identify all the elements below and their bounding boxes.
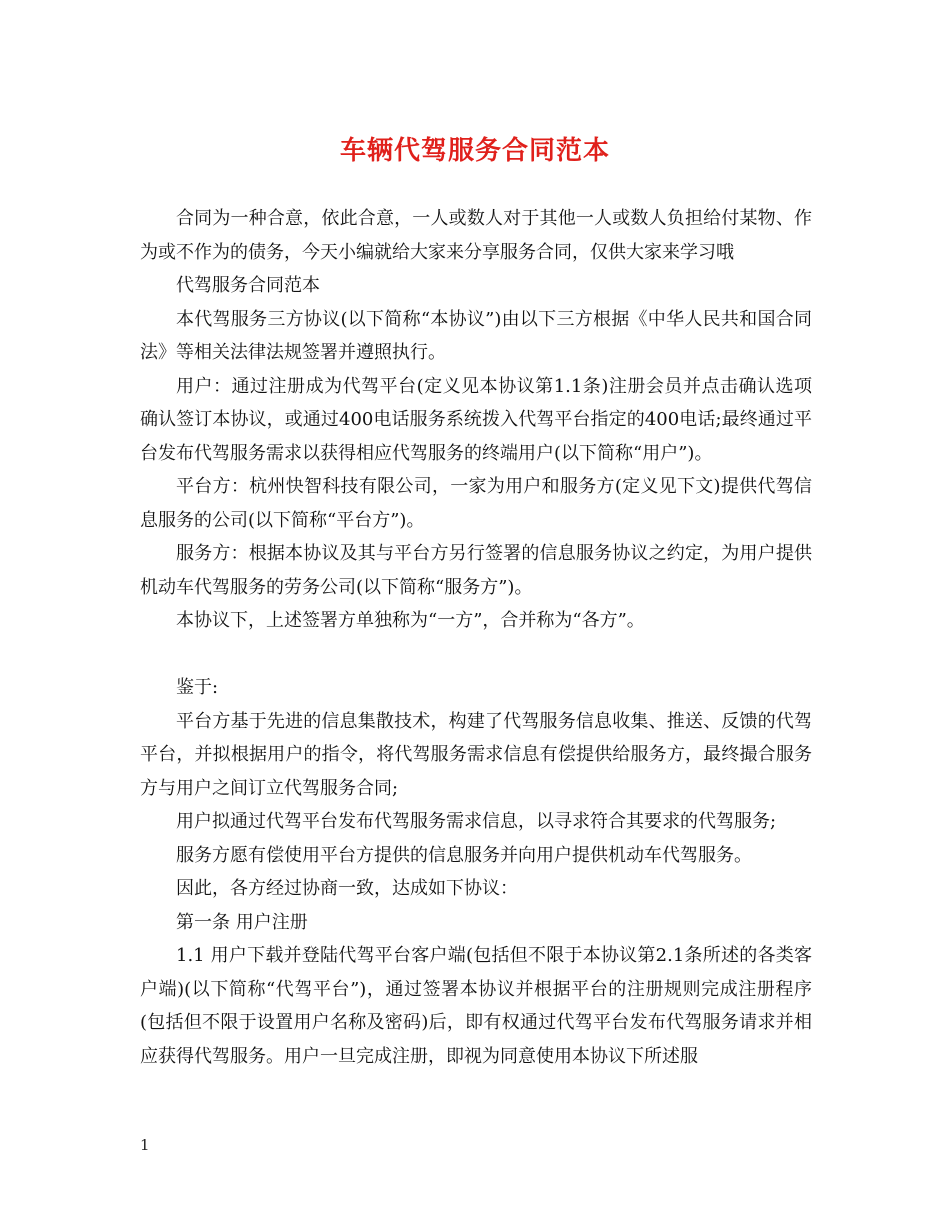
paragraph-user: 用户：通过注册成为代驾平台(定义见本协议第1.1条)注册会员并点击确认选项确认签订本协议，或通过400电话服务系统拨入代驾平台指定的400电话;最终通过平台发布代驾服务需求以获得相应代驾服务的终端用户(以下简称“用户”)。 — [140, 375, 812, 464]
paragraph-blank — [140, 638, 812, 672]
paragraph-service-provider: 服务方：根据本协议及其与平台方另行签署的信息服务协议之约定，为用户提供机动车代驾服务的劳务公司(以下简称“服务方”)。 — [140, 543, 812, 598]
page-number: 1 — [140, 1136, 150, 1154]
document-title: 车辆代驾服务合同范本 — [339, 136, 610, 166]
paragraph-whereas-provider: 服务方愿有偿使用平台方提供的信息服务并向用户提供机动车代驾服务。 — [176, 844, 752, 866]
clause-1-1: 1.1 用户下载并登陆代驾平台客户端(包括但不限于本协议第2.1条所述的各类客户端)(以下简称“代驾平台”)，通过签署本协议并根据平台的注册规则完成注册程序(包括但不限于设置用户名称及密码)后，即有权通过代驾平台发布代驾服务请求并相应获得代驾服务。用户一旦完成注册，即视为同意使用本协议下所述服 — [140, 945, 812, 1067]
paragraph-parties: 本协议下，上述签署方单独称为“一方”，合并称为“各方”。 — [176, 610, 645, 631]
paragraph-whereas-platform: 平台方基于先进的信息集散技术，构建了代驾服务信息收集、推送、反馈的代驾平台，并拟根据用户的指令，将代驾服务需求信息有偿提供给服务方，最终撮合服务方与用户之间订立代驾服务合同; — [140, 710, 812, 799]
paragraph-agreement: 本代驾服务三方协议(以下简称“本协议”)由以下三方根据《中华人民共和国合同法》等相关法律法规签署并遵照执行。 — [140, 308, 812, 363]
paragraph-platform: 平台方：杭州快智科技有限公司，一家为用户和服务方(定义见下文)提供代驾信息服务的公司(以下简称“平台方”)。 — [140, 476, 812, 531]
article-heading: 第一条 用户注册 — [176, 911, 308, 933]
paragraph-intro: 合同为一种合意，依此合意，一人或数人对于其他一人或数人负担给付某物、作为或不作为的债务，今天小编就给大家来分享服务合同，仅供大家来学习哦 — [140, 208, 812, 263]
paragraph-whereas: 鉴于: — [176, 677, 219, 698]
paragraph-subtitle: 代驾服务合同范本 — [176, 275, 320, 296]
paragraph-therefore: 因此，各方经过协商一致，达成如下协议： — [176, 878, 518, 899]
document-body — [140, 202, 812, 1073]
paragraph-whereas-user: 用户拟通过代驾平台发布代驾服务需求信息，以寻求符合其要求的代驾服务; — [176, 811, 777, 832]
